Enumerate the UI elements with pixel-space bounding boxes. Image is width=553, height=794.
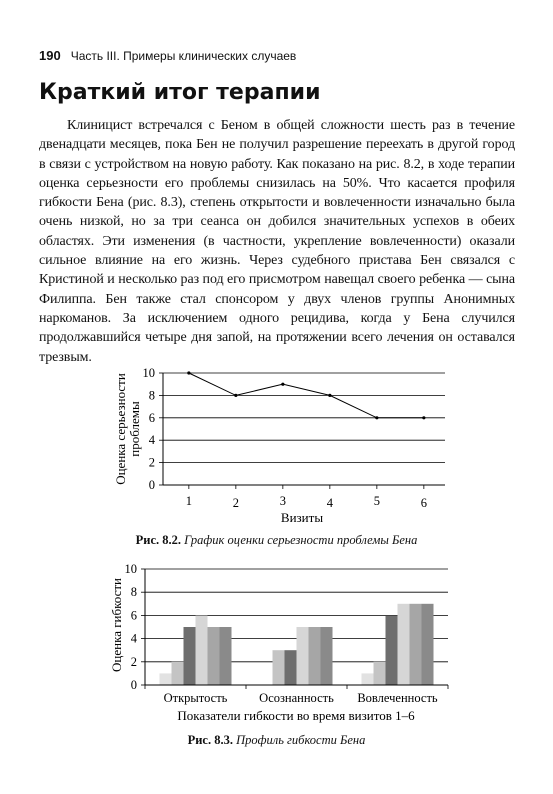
bar xyxy=(362,673,374,685)
severity-line-chart xyxy=(0,360,553,530)
figure-caption-2 xyxy=(0,733,553,748)
bar xyxy=(208,627,220,685)
bar xyxy=(160,673,172,685)
y-axis-label: Оценка гибкости xyxy=(109,577,124,673)
x-tick-label: 1 xyxy=(185,494,192,508)
y-tick-label: 0 xyxy=(148,478,155,492)
y-tick-label: 2 xyxy=(148,455,155,470)
y-tick-label: 10 xyxy=(142,366,155,380)
bar xyxy=(273,650,285,685)
figure-caption-text: График оценки серьезности проблемы Бена xyxy=(184,533,418,547)
bars xyxy=(160,604,434,685)
y-axis-label: проблемы xyxy=(127,401,142,457)
data-point xyxy=(422,416,425,419)
data-point xyxy=(281,383,284,386)
bar xyxy=(374,662,386,685)
data-point xyxy=(234,394,237,397)
x-tick-label: Осознанность xyxy=(259,691,334,705)
y-tick-label: 4 xyxy=(130,631,137,646)
x-tick-label: 6 xyxy=(420,496,427,510)
page-number: 190 xyxy=(39,48,61,63)
bar xyxy=(410,604,422,685)
y-tick-label: 0 xyxy=(130,678,137,692)
x-axis-label: Показатели гибкости во время визитов 1–6 xyxy=(177,708,415,723)
bar xyxy=(309,627,321,685)
y-tick-label: 10 xyxy=(124,562,137,576)
x-tick-label: 2 xyxy=(232,496,239,510)
bar xyxy=(172,662,184,685)
data-point xyxy=(328,394,331,397)
y-tick-label: 6 xyxy=(148,410,155,425)
body-paragraph: Клиницист встречался с Беном в общей сложности шесть раз в течение двенадцати месяцев, пока Бен не получил разрешение переехать в другой город в связи с устройством на новую работу. Как показано на рис. 8.2, в ходе терапии оценка серьезности его проблемы снизилась на 50%. Что касается профиля гибкости Бена (рис. 8.3), степень открытости и вовлеченности изначально была очень низкой, но за три сеанса он добился значительных успехов в обеих областях. Эти изменения (в частности, укрепление вовлеченности) оказали сильное влияние на его жизнь. Через судебного пристава Бен связался с Кристиной и несколько раз под его присмотром навещал своего ребенка — сына Филиппа. Бен также стал спонсором у двух членов группы Анонимных наркоманов. За исключением одного рецидива, когда у Бена случился продолжавшийся четыре дня запой, на протяжении всего лечения он оставался трезвым. xyxy=(39,118,515,365)
x-tick-label: Открытость xyxy=(163,691,228,705)
x-tick-labels xyxy=(186,494,427,510)
y-axis-label: Оценка серьезности xyxy=(113,373,128,485)
x-tick-labels xyxy=(164,691,438,705)
bar xyxy=(184,627,196,685)
y-tick-labels xyxy=(125,562,138,692)
data-point xyxy=(187,371,190,374)
x-tick-label: 3 xyxy=(279,494,286,508)
x-axis-label: Визиты xyxy=(280,510,324,525)
grid-lines xyxy=(163,373,445,485)
y-tick-label: 8 xyxy=(148,388,155,403)
figure-caption-text: Профиль гибкости Бена xyxy=(236,733,366,747)
y-tick-label: 8 xyxy=(130,585,137,600)
figure-number: Рис. 8.3. xyxy=(187,733,233,747)
bar xyxy=(386,615,398,685)
running-title: Часть III. Примеры клинических случаев xyxy=(70,49,297,63)
bar xyxy=(220,627,232,685)
figure-caption-1 xyxy=(0,533,553,548)
bar xyxy=(422,604,434,685)
bar xyxy=(297,627,309,685)
x-tick-label: Вовлеченность xyxy=(357,691,438,705)
flexibility-bar-chart xyxy=(0,558,553,730)
x-tick-label: 5 xyxy=(373,494,380,508)
bar xyxy=(285,650,297,685)
figure-number: Рис. 8.2. xyxy=(135,533,182,547)
section-title: Краткий итог терапии xyxy=(39,80,321,105)
bar xyxy=(196,615,208,685)
axes xyxy=(159,373,445,489)
bar xyxy=(398,604,410,685)
bar xyxy=(321,627,333,685)
y-tick-label: 6 xyxy=(130,608,137,623)
x-tick-label: 4 xyxy=(326,496,333,510)
running-header xyxy=(39,47,519,65)
data-point xyxy=(375,416,378,419)
y-tick-label: 4 xyxy=(148,433,155,448)
y-tick-label: 2 xyxy=(130,654,137,669)
y-tick-labels xyxy=(143,366,156,492)
